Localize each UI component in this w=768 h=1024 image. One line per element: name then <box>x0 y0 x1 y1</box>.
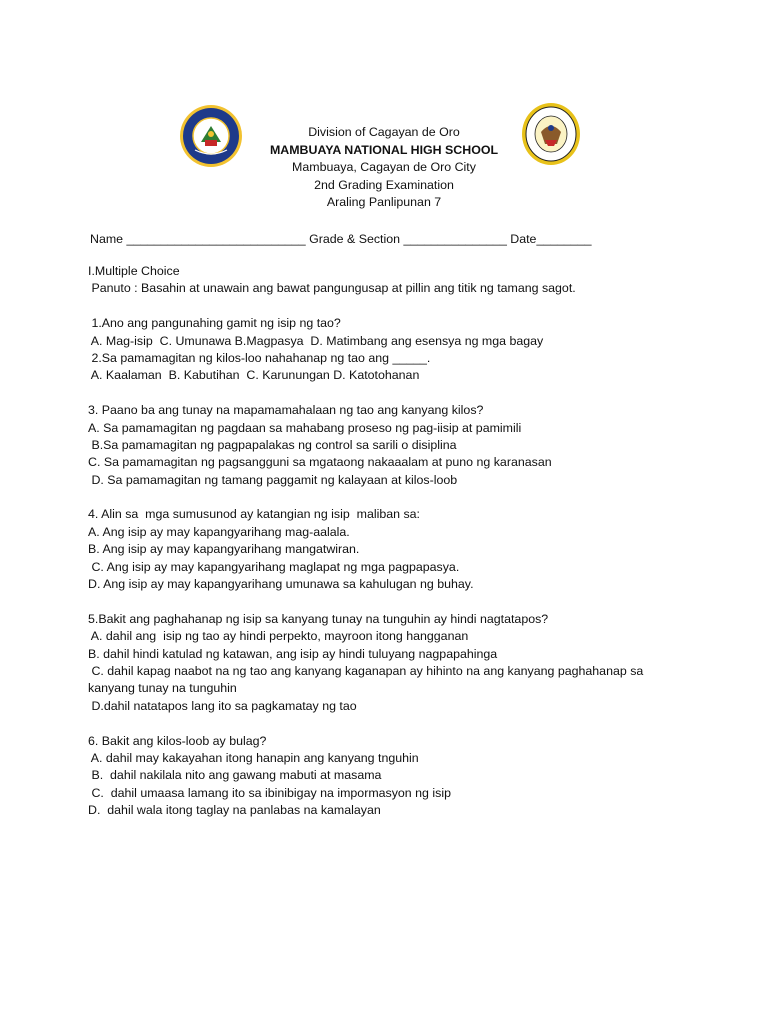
question-line: 1.Ano ang pangunahing gamit ng isip ng tao? <box>88 316 341 331</box>
choice-line: A. dahil may kakayahan itong hanapin ang kanyang tnguhin <box>88 750 419 765</box>
subject-title: Araling Panlipunan 7 <box>326 195 442 210</box>
document-header <box>0 124 768 212</box>
school-name: MAMBUAYA NATIONAL HIGH SCHOOL <box>269 142 499 157</box>
choice-line: D. dahil wala itong taglay na panlabas na kamalayan <box>88 803 381 818</box>
choice-line: B.Sa pamamagitan ng pagpapalakas ng control sa sarili o disiplina <box>88 437 457 452</box>
exam-title: 2nd Grading Examination <box>314 177 454 192</box>
choice-line: C. Sa pamamagitan ng pagsangguni sa mgataong nakaaalam at puno ng karanasan <box>88 455 552 470</box>
choice-line: A. Kaalaman B. Kabutihan C. Karunungan D. Katotohanan <box>88 368 420 383</box>
division-line: Division of Cagayan de Oro <box>308 125 460 139</box>
choice-line: B. dahil hindi katulad ng katawan, ang isip ay hindi tuluyang nagpapahinga <box>88 646 498 661</box>
choice-line: C. dahil kapag naabot na ng tao ang kanyang kaganapan ay hihinto na ang kanyang paghahanap sa <box>88 663 644 678</box>
choice-line: A. Sa pamamagitan ng pagdaan sa mahabang proseso ng pag-iisip at pamimili <box>88 420 522 435</box>
section-title: I.Multiple Choice <box>88 264 180 278</box>
choice-line: A. Ang isip ay may kapangyarihang mag-aalala. <box>88 524 350 539</box>
choice-line: C. dahil umaasa lamang ito sa ibinibigay na impormasyon ng isip <box>88 785 451 800</box>
choice-line: B. Ang isip ay may kapangyarihang mangatwiran. <box>88 542 360 557</box>
question-block <box>88 506 708 593</box>
choice-line: B. dahil nakilala nito ang gawang mabuti at masama <box>88 768 382 783</box>
exam-body <box>88 263 708 820</box>
choice-line: D. Sa pamamagitan ng tamang paggamit ng kalayaan at kilos-loob <box>88 472 458 487</box>
instructions: Panuto : Basahin at unawain ang bawat pangungusap at pillin ang titik ng tamang sagot. <box>88 281 576 296</box>
question-line: 2.Sa pamamagitan ng kilos-loo nahahanap ng tao ang _____. <box>88 350 431 365</box>
school-address: Mambuaya, Cagayan de Oro City <box>292 160 476 175</box>
question-line: 5.Bakit ang paghahanap ng isip sa kanyang tunay na tunguhin ay hindi nagtatapos? <box>88 611 549 626</box>
question-line: 3. Paano ba ang tunay na mapamamahalaan ng tao ang kanyang kilos? <box>88 403 484 418</box>
question-line: 4. Alin sa mga sumusunod ay katangian ng isip maliban sa: <box>88 507 420 522</box>
question-block <box>88 315 708 385</box>
question-line: 6. Bakit ang kilos-loob ay bulag? <box>88 733 267 748</box>
choice-line: D. Ang isip ay may kapangyarihang umunawa sa kahulugan ng buhay. <box>88 577 474 592</box>
question-block <box>88 402 708 489</box>
choice-line: D.dahil natatapos lang ito sa pagkamatay ng tao <box>88 698 357 713</box>
question-block <box>88 611 708 715</box>
choice-line: kanyang tunay na tunguhin <box>88 681 237 696</box>
student-info-line: Name __________________________ Grade & Section _______________ Date________ <box>90 232 592 246</box>
choice-line: A. Mag-isip C. Umunawa B.Magpasya D. Matimbang ang esensya ng mga bagay <box>88 333 544 348</box>
choice-line: C. Ang isip ay may kapangyarihang maglapat ng mga pagpapasya. <box>88 559 460 574</box>
choice-line: A. dahil ang isip ng tao ay hindi perpekto, mayroon itong hangganan <box>88 629 469 644</box>
question-block <box>88 733 708 820</box>
